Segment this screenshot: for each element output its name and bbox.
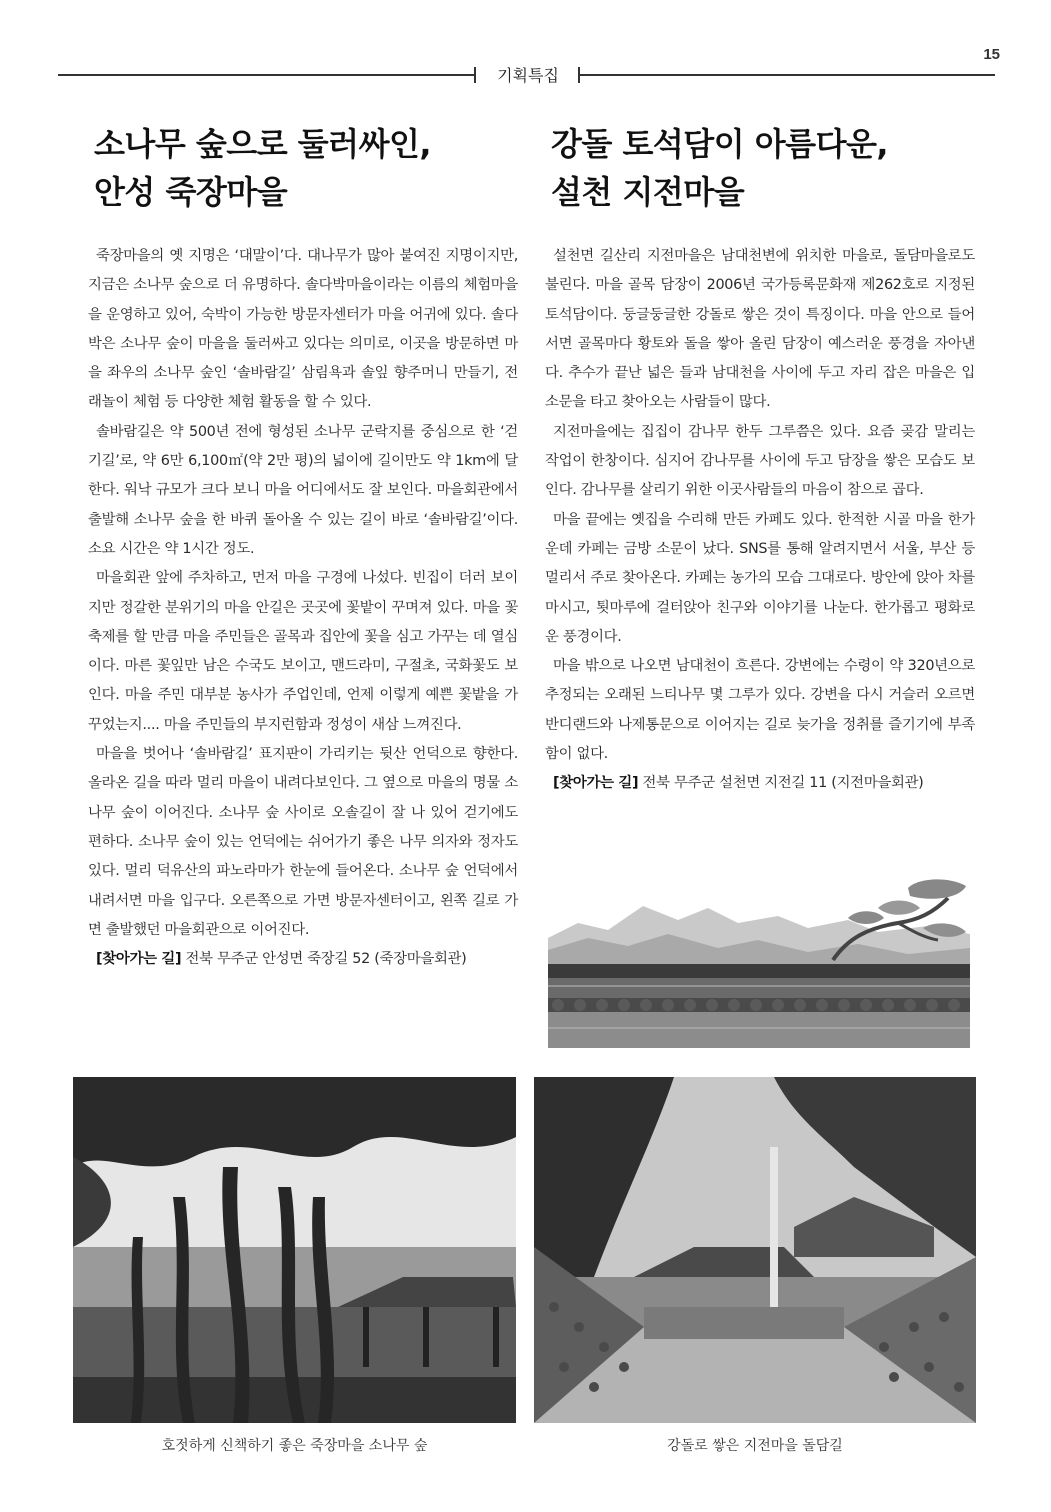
paragraph: 지전마을에는 집집이 감나무 한두 그루쯤은 있다. 요즘 곶감 말리는 작업이 한창이다. 심지어 감나무를 사이에 두고 담장을 쌓은 모습도 보인다. 감나무를 살리기 위한 이곳사람들의 마음이 참으로 곱다. xyxy=(545,423,975,499)
left-title-line-1: 소나무 숲으로 둘러싸인, xyxy=(94,125,432,163)
paragraph: 죽장마을의 옛 지명은 ‘대말이’다. 대나무가 많아 붙여진 지명이지만, 지금은 소나무 숲으로 더 유명하다. 솔다박마을이라는 이름의 체험마을을 운영하고 있어, 숙박이 가능한 방문자센터가 마을 어귀에 있다. 솔다박은 소나무 숲이 마을을 둘러싸고 있다는 의미로, 이곳을 방문하면 마을 좌우의 소나무 숲인 ‘솔바람길’ 삼림욕과 솔잎 향주머니 만들기, 전래놀이 체험 등 다양한 체험 활동을 할 수 있다. xyxy=(88,248,518,411)
paragraph: 솔바람길은 약 500년 전에 형성된 소나무 군락지를 중심으로 한 ‘걷기길’로, 약 6만 6,100㎡(약 2만 평)의 넓이에 길이만도 약 1km에 달한다. 워낙 규모가 크다 보니 마을 어디에서도 잘 보인다. 마을회관에서 출발해 소나무 숲을 한 바퀴 돌아올 수 있는 길이 바로 ‘솔바람길’이다. 소요 시간은 약 1시간 정도. xyxy=(88,423,518,557)
directions-address: 전북 무주군 설천면 지전길 11 (지전마을회관) xyxy=(638,775,924,792)
rule-tick-left xyxy=(474,67,476,83)
right-article-body xyxy=(545,242,975,799)
left-article-body xyxy=(88,242,518,974)
stone-wall-alley-photo xyxy=(534,1077,976,1423)
pine-forest-photo xyxy=(73,1077,516,1423)
paragraph: 마을 밖으로 나오면 남대천이 흐른다. 강변에는 수령이 약 320년으로 추정되는 오래된 느티나무 몇 그루가 있다. 강변을 다시 거슬러 오르면 반디랜드와 나제통문으로 이어지는 길로 늦가을 정취를 즐기기에 부족함이 없다. xyxy=(545,658,975,763)
left-title-line-2: 안성 죽장마을 xyxy=(94,173,288,211)
paragraph: 마을 끝에는 옛집을 수리해 만든 카페도 있다. 한적한 시골 마을 한가운데 카페는 금방 소문이 났다. SNS를 통해 알려지면서 서울, 부산 등 멀리서 주로 찾아온다. 카페는 농가의 모습 그대로다. 방안에 앉아 차를 마시고, 툇마루에 걸터앉아 친구와 이야기를 나눈다. 한가롭고 평화로운 풍경이다. xyxy=(545,511,975,645)
paragraph: 마을을 벗어나 ‘솔바람길’ 표지판이 가리키는 뒷산 언덕으로 향한다. 올라온 길을 따라 멀리 마을이 내려다보인다. 그 옆으로 마을의 명물 소나무 숲이 이어진다. 소나무 숲 사이로 오솔길이 잘 나 있어 걷기에도 편하다. 소나무 숲이 있는 언덕에는 쉬어가기 좋은 나무 의자와 정자도 있다. 멀리 덕유산의 파노라마가 한눈에 들어온다. 소나무 숲 언덕에서 내려서면 마을 입구다. 오른쪽으로 가면 방문자센터이고, 왼쪽 길로 가면 출발했던 마을회관으로 이어진다. xyxy=(88,746,518,938)
village-wall-illustration xyxy=(548,868,970,1048)
page-number: 15 xyxy=(983,46,1000,63)
right-directions xyxy=(545,769,975,798)
section-header-rule xyxy=(58,65,995,85)
right-article xyxy=(545,120,975,799)
rule-line-left xyxy=(58,74,474,76)
right-title-line-2: 설천 지전마을 xyxy=(551,173,745,211)
illustration-svg xyxy=(548,868,970,1048)
left-article xyxy=(88,120,518,974)
right-title-line-1: 강돌 토석담이 아름다운, xyxy=(551,125,889,163)
pine-forest-photo-svg xyxy=(73,1077,516,1423)
directions-label: [찾아가는 길] xyxy=(96,951,182,968)
stone-wall-alley-photo-svg xyxy=(534,1077,976,1423)
directions-label: [찾아가는 길] xyxy=(553,775,639,792)
paragraph: 설천면 길산리 지전마을은 남대천변에 위치한 마을로, 돌담마을로도 불린다. 마을 골목 담장이 2006년 국가등록문화재 제262호로 지정된 토석담이다. 둥글둥글한 강돌로 쌓은 것이 특징이다. 마을 안으로 들어서면 골목마다 황토와 돌을 쌓아 올린 담장이 예스러운 풍경을 자아낸다. 추수가 끝난 넓은 들과 남대천을 사이에 두고 자리 잡은 마을은 입소문을 타고 찾아오는 사람들이 많다. xyxy=(545,248,975,411)
stone-wall-caption: 강돌로 쌓은 지전마을 돌담길 xyxy=(667,1438,843,1454)
pine-forest-caption: 호젓하게 신책하기 좋은 죽장마을 소나무 숲 xyxy=(161,1438,428,1454)
section-label: 기획특집 xyxy=(497,66,559,85)
right-article-title xyxy=(551,120,975,216)
paragraph: 마을회관 앞에 주차하고, 먼저 마을 구경에 나섰다. 빈집이 더러 보이지만 정갈한 분위기의 마을 안길은 곳곳에 꽃밭이 꾸며져 있다. 마을 꽃축제를 할 만큼 마을 주민들은 골목과 집안에 꽃을 심고 가꾸는 데 열심이다. 마른 꽃잎만 남은 수국도 보이고, 맨드라미, 구절초, 국화꽃도 보인다. 마을 주민 대부분 농사가 주업인데, 언제 이렇게 예쁜 꽃밭을 가꾸었는지.... 마을 주민들의 부지런함과 정성이 새삼 느껴진다. xyxy=(88,570,518,733)
left-article-title xyxy=(94,120,518,216)
directions-address: 전북 무주군 안성면 죽장길 52 (죽장마을회관) xyxy=(181,951,467,968)
rule-line-right xyxy=(578,74,995,76)
left-directions xyxy=(88,945,518,974)
